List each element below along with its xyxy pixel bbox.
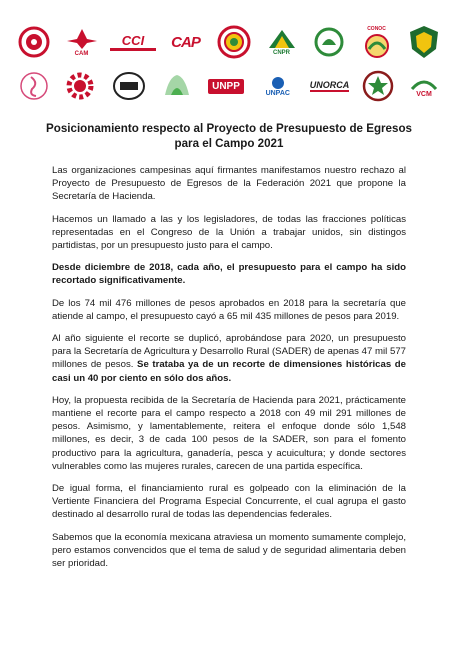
paragraph-recorte-2020-highlight: Se trataba ya de un recorte de dimensiones históricas de casi un 40 por ciento en sólo dos años. — [52, 359, 406, 384]
logo-consejo — [157, 68, 197, 104]
logo-cap-text: CAP — [171, 33, 200, 51]
logo-red-star-seal — [358, 68, 398, 104]
paragraph-propuesta-2021: Hoy, la propuesta recibida de la Secretaría de Hacienda para 2021, prácticamente mantiene el recorte para el campo respecto a 2018 con 49 mil 291 millones de pesos. Asimismo, y lamentablemente, reitera el enfoque donde sólo 1,548 millones, es decir, 3 de cada 100 pesos de la SADER, son para el fomento productivo para la agricultura, ganadería, pesca y acuicultura; y donde sectores vulnerables como las mujeres rurales, carecen de una partida específica. — [52, 394, 406, 472]
paragraph-cifras-2018-2019: De los 74 mil 476 millones de pesos aprobados en 2018 para la secretaría que atiende al campo, el presupuesto cayó a 65 mil 435 millones de pesos para 2019. — [52, 297, 406, 322]
paragraph-recorte-2020-text: Al año siguiente el recorte se duplicó, aprobándose para 2020, un presupuesto para la Secretaría de Agricultura y Desarrollo Rural (SADER) de apenas 47 mil 577 millones de pesos. — [52, 333, 406, 371]
paragraph-recorte-highlight: Desde diciembre de 2018, cada año, el presupuesto para el campo ha sido recortado significativamente. — [52, 262, 406, 287]
logo-conoc-text: CONOC — [367, 25, 386, 32]
logo-cnpr — [262, 24, 302, 60]
logo-cnpa-circle — [106, 68, 152, 104]
logo-vcm-text: VCM — [416, 90, 432, 98]
logo-unpp — [203, 68, 249, 104]
logo-pink-figure — [14, 68, 54, 104]
document-body — [52, 164, 406, 579]
logo-vcm — [404, 68, 444, 104]
paragraph-recorte-2020 — [52, 332, 406, 385]
logo-unorca-text: UNORCA — [309, 80, 350, 90]
logo-row-1 — [14, 22, 444, 62]
paragraph-llamado: Hacemos un llamado a las y los legisladores, de todas las fracciones políticas representadas en el Congreso de la Unión a trabajar unidos, sin distingos partidistas, por un presupuesto justo para el campo. — [52, 213, 406, 252]
logo-gear — [60, 68, 100, 104]
logo-unpac — [255, 68, 301, 104]
logo-cam-text: CAM — [74, 50, 89, 57]
logo-red-seal — [14, 24, 54, 60]
logo-green-circle — [309, 24, 349, 60]
document-title: Posicionamiento respecto al Proyecto de Presupuesto de Egresos para el Campo 2021 — [46, 122, 412, 150]
logo-unpp-text: UNPP — [208, 79, 244, 94]
logo-cap — [165, 24, 207, 60]
logo-cnpr-text: CNPR — [272, 49, 290, 56]
logo-cci — [109, 24, 157, 60]
logo-strip — [14, 22, 444, 106]
logo-row-2 — [14, 66, 444, 106]
logo-cam — [62, 24, 102, 60]
paragraph-rechazo: Las organizaciones campesinas aquí firmantes manifestamos nuestro rechazo al Proyecto de Presupuesto de Egresos de la Federación 2021 que propone la Secretaría de Hacienda. — [52, 165, 406, 203]
logo-unpac-text: UNPAC — [265, 89, 290, 97]
logo-conoc — [357, 24, 397, 60]
logo-cci-text: CCI — [121, 33, 145, 48]
paragraph-financiamiento: De igual forma, el financiamiento rural es golpeado con la eliminación de la Vertiente Financiera del Programa Especial Concurrente, el cual agrupa el gasto destinado al desarrollo rural de todas las dependencias federales. — [52, 483, 406, 521]
logo-round-seal — [214, 24, 254, 60]
paragraph-prioridad: Sabemos que la economía mexicana atraviesa un momento sumamente complejo, pero estamos convencidos que el tema de salud y de seguridad alimentaria deben ser prioridad. — [52, 531, 406, 570]
logo-unorca — [307, 68, 353, 104]
logo-green-shield — [404, 24, 444, 60]
